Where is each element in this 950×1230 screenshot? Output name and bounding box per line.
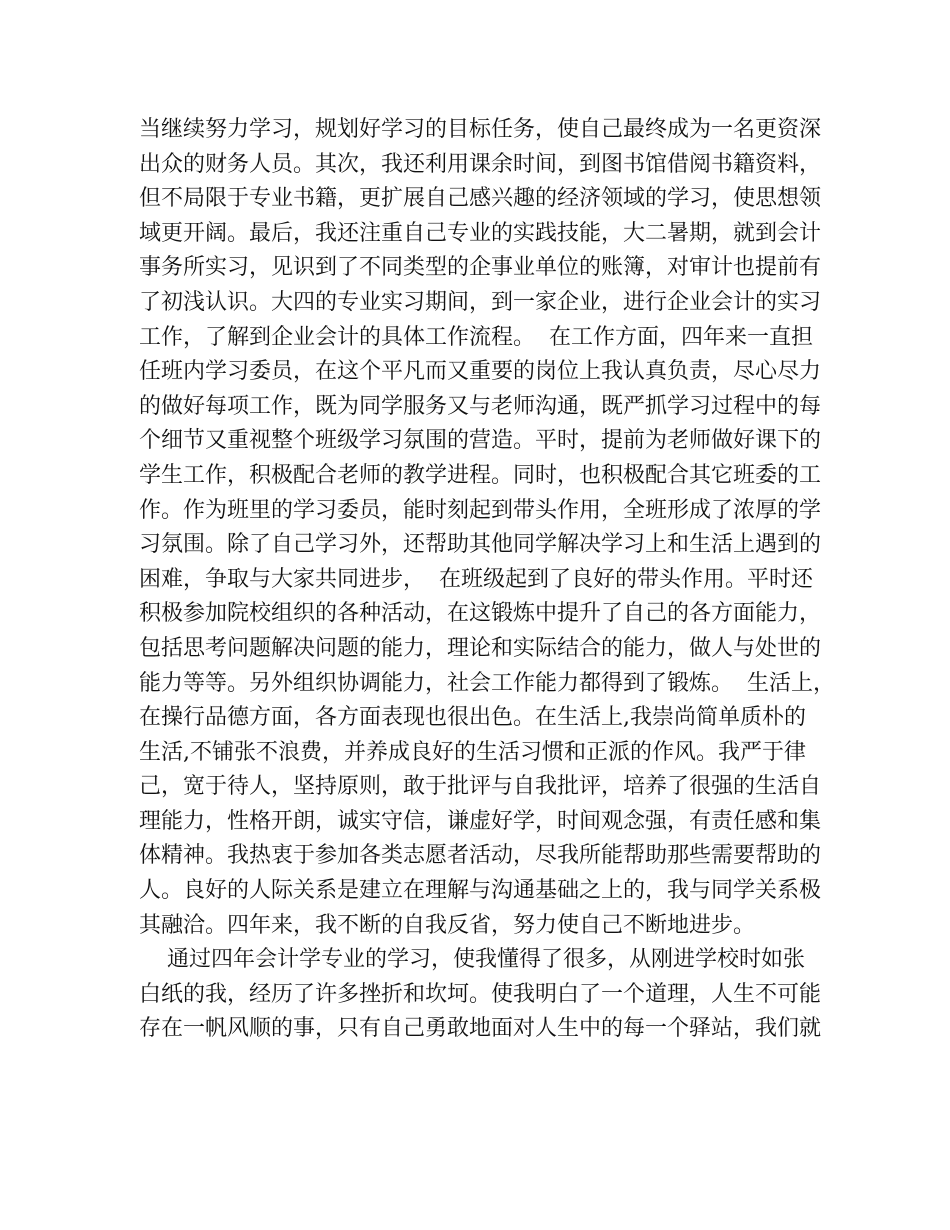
text-line: 积极参加院校组织的各种活动，在这锻炼中提升了自己的各方面能力，: [139, 601, 822, 627]
text-line: 包括思考问题解决问题的能力，理论和实际结合的能力，做人与处世的: [139, 635, 822, 661]
text-line: 理能力，性格开朗，诚实守信，谦虚好学，时间观念强，有责任感和集: [139, 808, 822, 834]
text-line: 但不局限于专业书籍，更扩展自己感兴趣的经济领域的学习，使思想领: [139, 186, 822, 212]
text-line: 的做好每项工作，既为同学服务又与老师沟通，既严抓学习过程中的每: [139, 393, 822, 419]
text-line: 通过四年会计学专业的学习，使我懂得了很多，从刚进学校时如张: [139, 947, 805, 973]
body-text: [139, 113, 835, 1047]
text-line: 体精神。我热衷于参加各类志愿者活动，尽我所能帮助那些需要帮助的: [139, 843, 822, 869]
text-line: 在操行品德方面，各方面表现也很出色。在生活上,我崇尚简单质朴的: [139, 705, 806, 731]
text-line: 当继续努力学习，规划好学习的目标任务，使自己最终成为一名更资深: [139, 117, 822, 142]
text-line: 其融洽。四年来，我不断的自我反省，努力使自己不断地进步。: [139, 912, 756, 938]
text-line: 能力等等。另外组织协调能力，社会工作能力都得到了锻炼。 生活上，: [139, 670, 835, 696]
text-line: 事务所实习，见识到了不同类型的企事业单位的账簿，对审计也提前有: [139, 255, 822, 281]
text-line: 困难，争取与大家共同进步， 在班级起到了良好的带头作用。平时还: [139, 566, 813, 592]
text-line: 工作，了解到企业会计的具体工作流程。 在工作方面，四年来一直担: [139, 324, 813, 350]
text-line: 了初浅认识。大四的专业实习期间，到一家企业，进行企业会计的实习: [139, 289, 822, 315]
text-line: 白纸的我，经历了许多挫折和坎坷。使我明白了一个道理，人生不可能: [139, 981, 822, 1007]
text-line: 作。作为班里的学习委员，能时刻起到带头作用，全班形成了浓厚的学: [139, 497, 822, 523]
text-line: 出众的财务人员。其次，我还利用课余时间，到图书馆借阅书籍资料，: [139, 151, 822, 177]
text-line: 域更开阔。最后，我还注重自己专业的实践技能，大二暑期，就到会计: [139, 220, 822, 246]
text-line: 个细节又重视整个班级学习氛围的营造。平时，提前为老师做好课下的: [139, 428, 822, 454]
text-line: 习氛围。除了自己学习外，还帮助其他同学解决学习上和生活上遇到的: [139, 532, 822, 558]
text-line: 人。良好的人际关系是建立在理解与沟通基础之上的，我与同学关系极: [139, 878, 822, 904]
text-line: 存在一帆风顺的事，只有自己勇敢地面对人生中的每一个驿站，我们就: [139, 1016, 822, 1042]
text-line: 己，宽于待人，坚持原则，敢于批评与自我批评，培养了很强的生活自: [139, 774, 822, 800]
text-line: 学生工作，积极配合老师的教学进程。同时，也积极配合其它班委的工: [139, 462, 822, 488]
text-line: 生活,不铺张不浪费，并养成良好的生活习惯和正派的作风。我严于律: [139, 739, 806, 765]
text-line: 任班内学习委员，在这个平凡而又重要的岗位上我认真负责，尽心尽力: [139, 359, 822, 385]
